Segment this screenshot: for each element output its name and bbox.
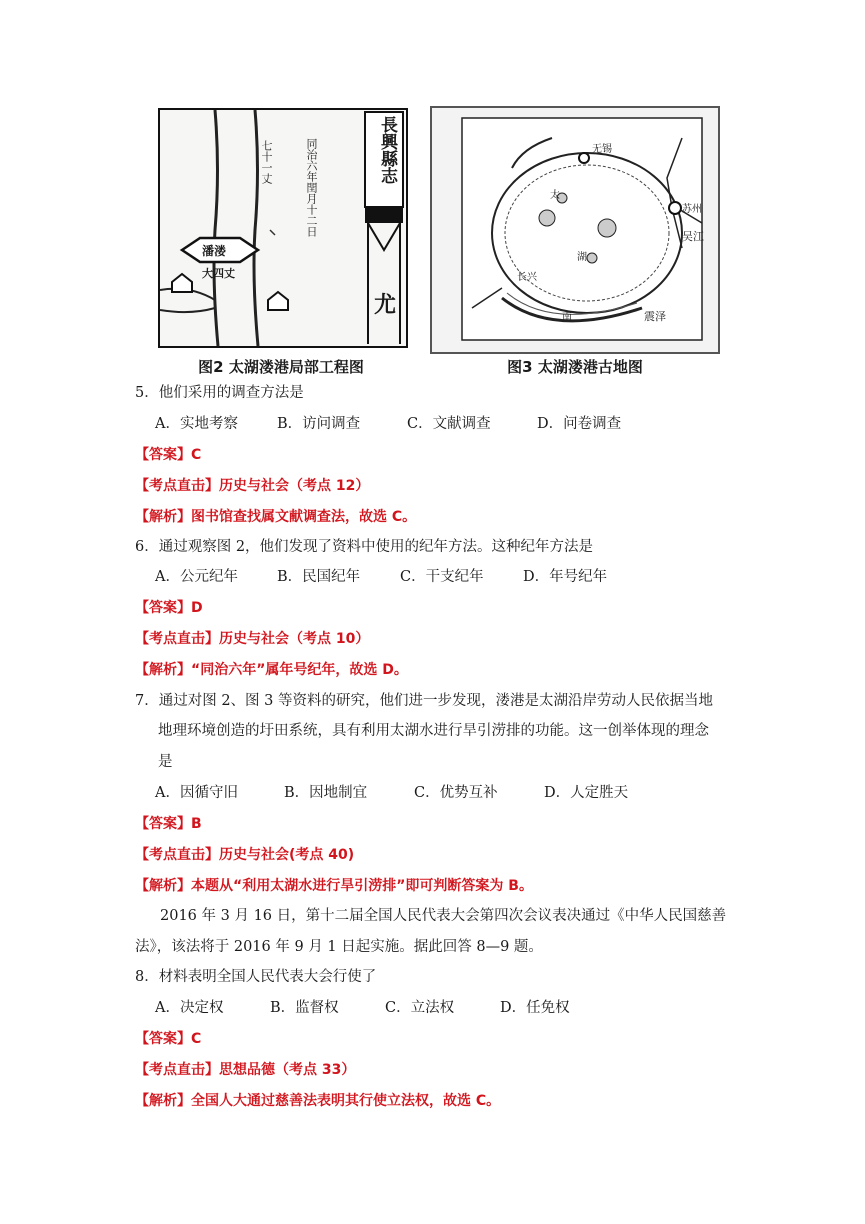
option-b: B．监督权 bbox=[270, 1000, 339, 1016]
figure-2 bbox=[158, 108, 408, 376]
point-value: 历史与社会（考点 12） bbox=[219, 478, 370, 494]
point-label: 【考点直击】 bbox=[135, 478, 219, 494]
lake-char-hu: 湖 bbox=[577, 252, 587, 263]
analysis-value: “同治六年”属年号纪年，故选 D。 bbox=[191, 662, 408, 678]
question-8-options bbox=[155, 998, 570, 1018]
question-7-options bbox=[155, 783, 628, 803]
question-8-answer bbox=[135, 1029, 201, 1049]
option-b: B．民国纪年 bbox=[277, 569, 361, 585]
question-6-answer bbox=[135, 598, 203, 618]
point-value: 历史与社会（考点 10） bbox=[219, 631, 370, 647]
answer-label: 【答案】 bbox=[135, 1031, 191, 1047]
engineering-drawing bbox=[160, 110, 406, 346]
question-7-point bbox=[135, 845, 354, 865]
option-d: D．人定胜天 bbox=[544, 785, 629, 801]
option-d: D．问卷调查 bbox=[537, 416, 622, 432]
intro-paragraph-line-1: 2016 年 3 月 16 日，第十二届全国人民代表大会第四次会议表决通过《中华人民国慈善 bbox=[160, 908, 727, 924]
suzhou-label: 苏州 bbox=[682, 204, 702, 215]
question-8-point bbox=[135, 1060, 355, 1080]
question-5-options bbox=[155, 414, 621, 434]
figure-2-image bbox=[158, 108, 408, 348]
option-c: C．优势互补 bbox=[414, 785, 498, 801]
answer-label: 【答案】 bbox=[135, 816, 191, 832]
question-7-analysis bbox=[135, 876, 533, 896]
zhenze-label: 震泽 bbox=[644, 310, 666, 323]
figure-3 bbox=[430, 106, 720, 376]
option-a: A．决定权 bbox=[155, 1000, 224, 1016]
question-5-point bbox=[135, 476, 369, 496]
analysis-label: 【解析】 bbox=[135, 662, 191, 678]
point-label: 【考点直击】 bbox=[135, 1062, 219, 1078]
wujiang-label: 吴江 bbox=[682, 230, 704, 243]
lake-char-tai: 太 bbox=[550, 190, 560, 201]
answer-label: 【答案】 bbox=[135, 447, 191, 463]
figure-3-caption: 图3 太湖溇港古地图 bbox=[507, 358, 643, 376]
question-5-answer bbox=[135, 445, 201, 465]
analysis-label: 【解析】 bbox=[135, 1093, 191, 1109]
answer-value: D bbox=[191, 600, 203, 616]
option-c: C．干支纪年 bbox=[400, 569, 484, 585]
gate-width-label: 大四丈 bbox=[202, 267, 235, 280]
question-6-stem: 6．通过观察图 2，他们发现了资料中使用的纪年方法。这种纪年方法是 bbox=[135, 539, 594, 555]
analysis-value: 图书馆查找属文献调查法，故选 C。 bbox=[191, 509, 417, 525]
point-value: 思想品德（考点 33） bbox=[219, 1062, 356, 1078]
answer-value: B bbox=[191, 816, 202, 832]
intro-paragraph-line-2: 法》，该法将于 2016 年 9 月 1 日起实施。据此回答 8—9 题。 bbox=[135, 939, 543, 955]
question-5-stem: 5．他们采用的调查方法是 bbox=[135, 385, 304, 401]
wuxi-label: 无锡 bbox=[592, 144, 612, 155]
analysis-value: 本题从“利用太湖水进行旱引涝排”即可判断答案为 B。 bbox=[191, 878, 533, 894]
nan-label: 南 bbox=[562, 312, 572, 323]
analysis-label: 【解析】 bbox=[135, 509, 191, 525]
option-c: C．文献调查 bbox=[407, 416, 491, 432]
question-8-analysis bbox=[135, 1091, 500, 1111]
answer-value: C bbox=[191, 447, 202, 463]
question-7-stem-line-1: 7．通过对图 2、图 3 等资料的研究，他们进一步发现，溇港是太湖沿岸劳动人民依据当地 bbox=[135, 693, 713, 709]
question-7-stem-line-2: 地理环境创造的圩田系统，具有利用太湖水进行旱引涝排的功能。这一创举体现的理念 bbox=[158, 723, 709, 739]
question-6-point bbox=[135, 629, 369, 649]
option-d: D．年号纪年 bbox=[523, 569, 608, 585]
option-b: B．因地制宜 bbox=[284, 785, 368, 801]
option-a: A．实地考察 bbox=[155, 416, 238, 432]
date-column-label: 同治六年閏月十二日 bbox=[305, 138, 318, 237]
figure-2-caption: 图2 太湖溇港局部工程图 bbox=[198, 358, 364, 376]
option-a: A．公元纪年 bbox=[155, 569, 238, 585]
county-title-label: 長興縣志 bbox=[377, 116, 397, 184]
question-6-options bbox=[155, 567, 607, 587]
question-7-stem-line-3: 是 bbox=[158, 754, 173, 770]
question-6-analysis bbox=[135, 660, 408, 680]
question-5-analysis bbox=[135, 507, 416, 527]
point-label: 【考点直击】 bbox=[135, 631, 219, 647]
option-a: A．因循守旧 bbox=[155, 785, 238, 801]
analysis-label: 【解析】 bbox=[135, 878, 191, 894]
bottom-character-label: 尤 bbox=[374, 292, 397, 318]
option-d: D．任免权 bbox=[500, 1000, 570, 1016]
point-label: 【考点直击】 bbox=[135, 847, 219, 863]
gate-name-label: 潘溇 bbox=[202, 244, 227, 258]
answer-label: 【答案】 bbox=[135, 600, 191, 616]
ancient-lake-map bbox=[432, 108, 718, 352]
question-7-answer bbox=[135, 814, 202, 834]
question-8-stem: 8．材料表明全国人民代表大会行使了 bbox=[135, 969, 377, 985]
length-column-label: 七十一丈 bbox=[260, 140, 273, 184]
analysis-value: 全国人大通过慈善法表明其行使立法权，故选 C。 bbox=[191, 1093, 501, 1109]
answer-value: C bbox=[191, 1031, 202, 1047]
point-value: 历史与社会(考点 40) bbox=[219, 847, 355, 863]
option-c: C．立法权 bbox=[385, 1000, 455, 1016]
changxing-label: 长兴 bbox=[517, 272, 537, 283]
option-b: B．访问调查 bbox=[277, 416, 361, 432]
figure-3-image bbox=[430, 106, 720, 354]
